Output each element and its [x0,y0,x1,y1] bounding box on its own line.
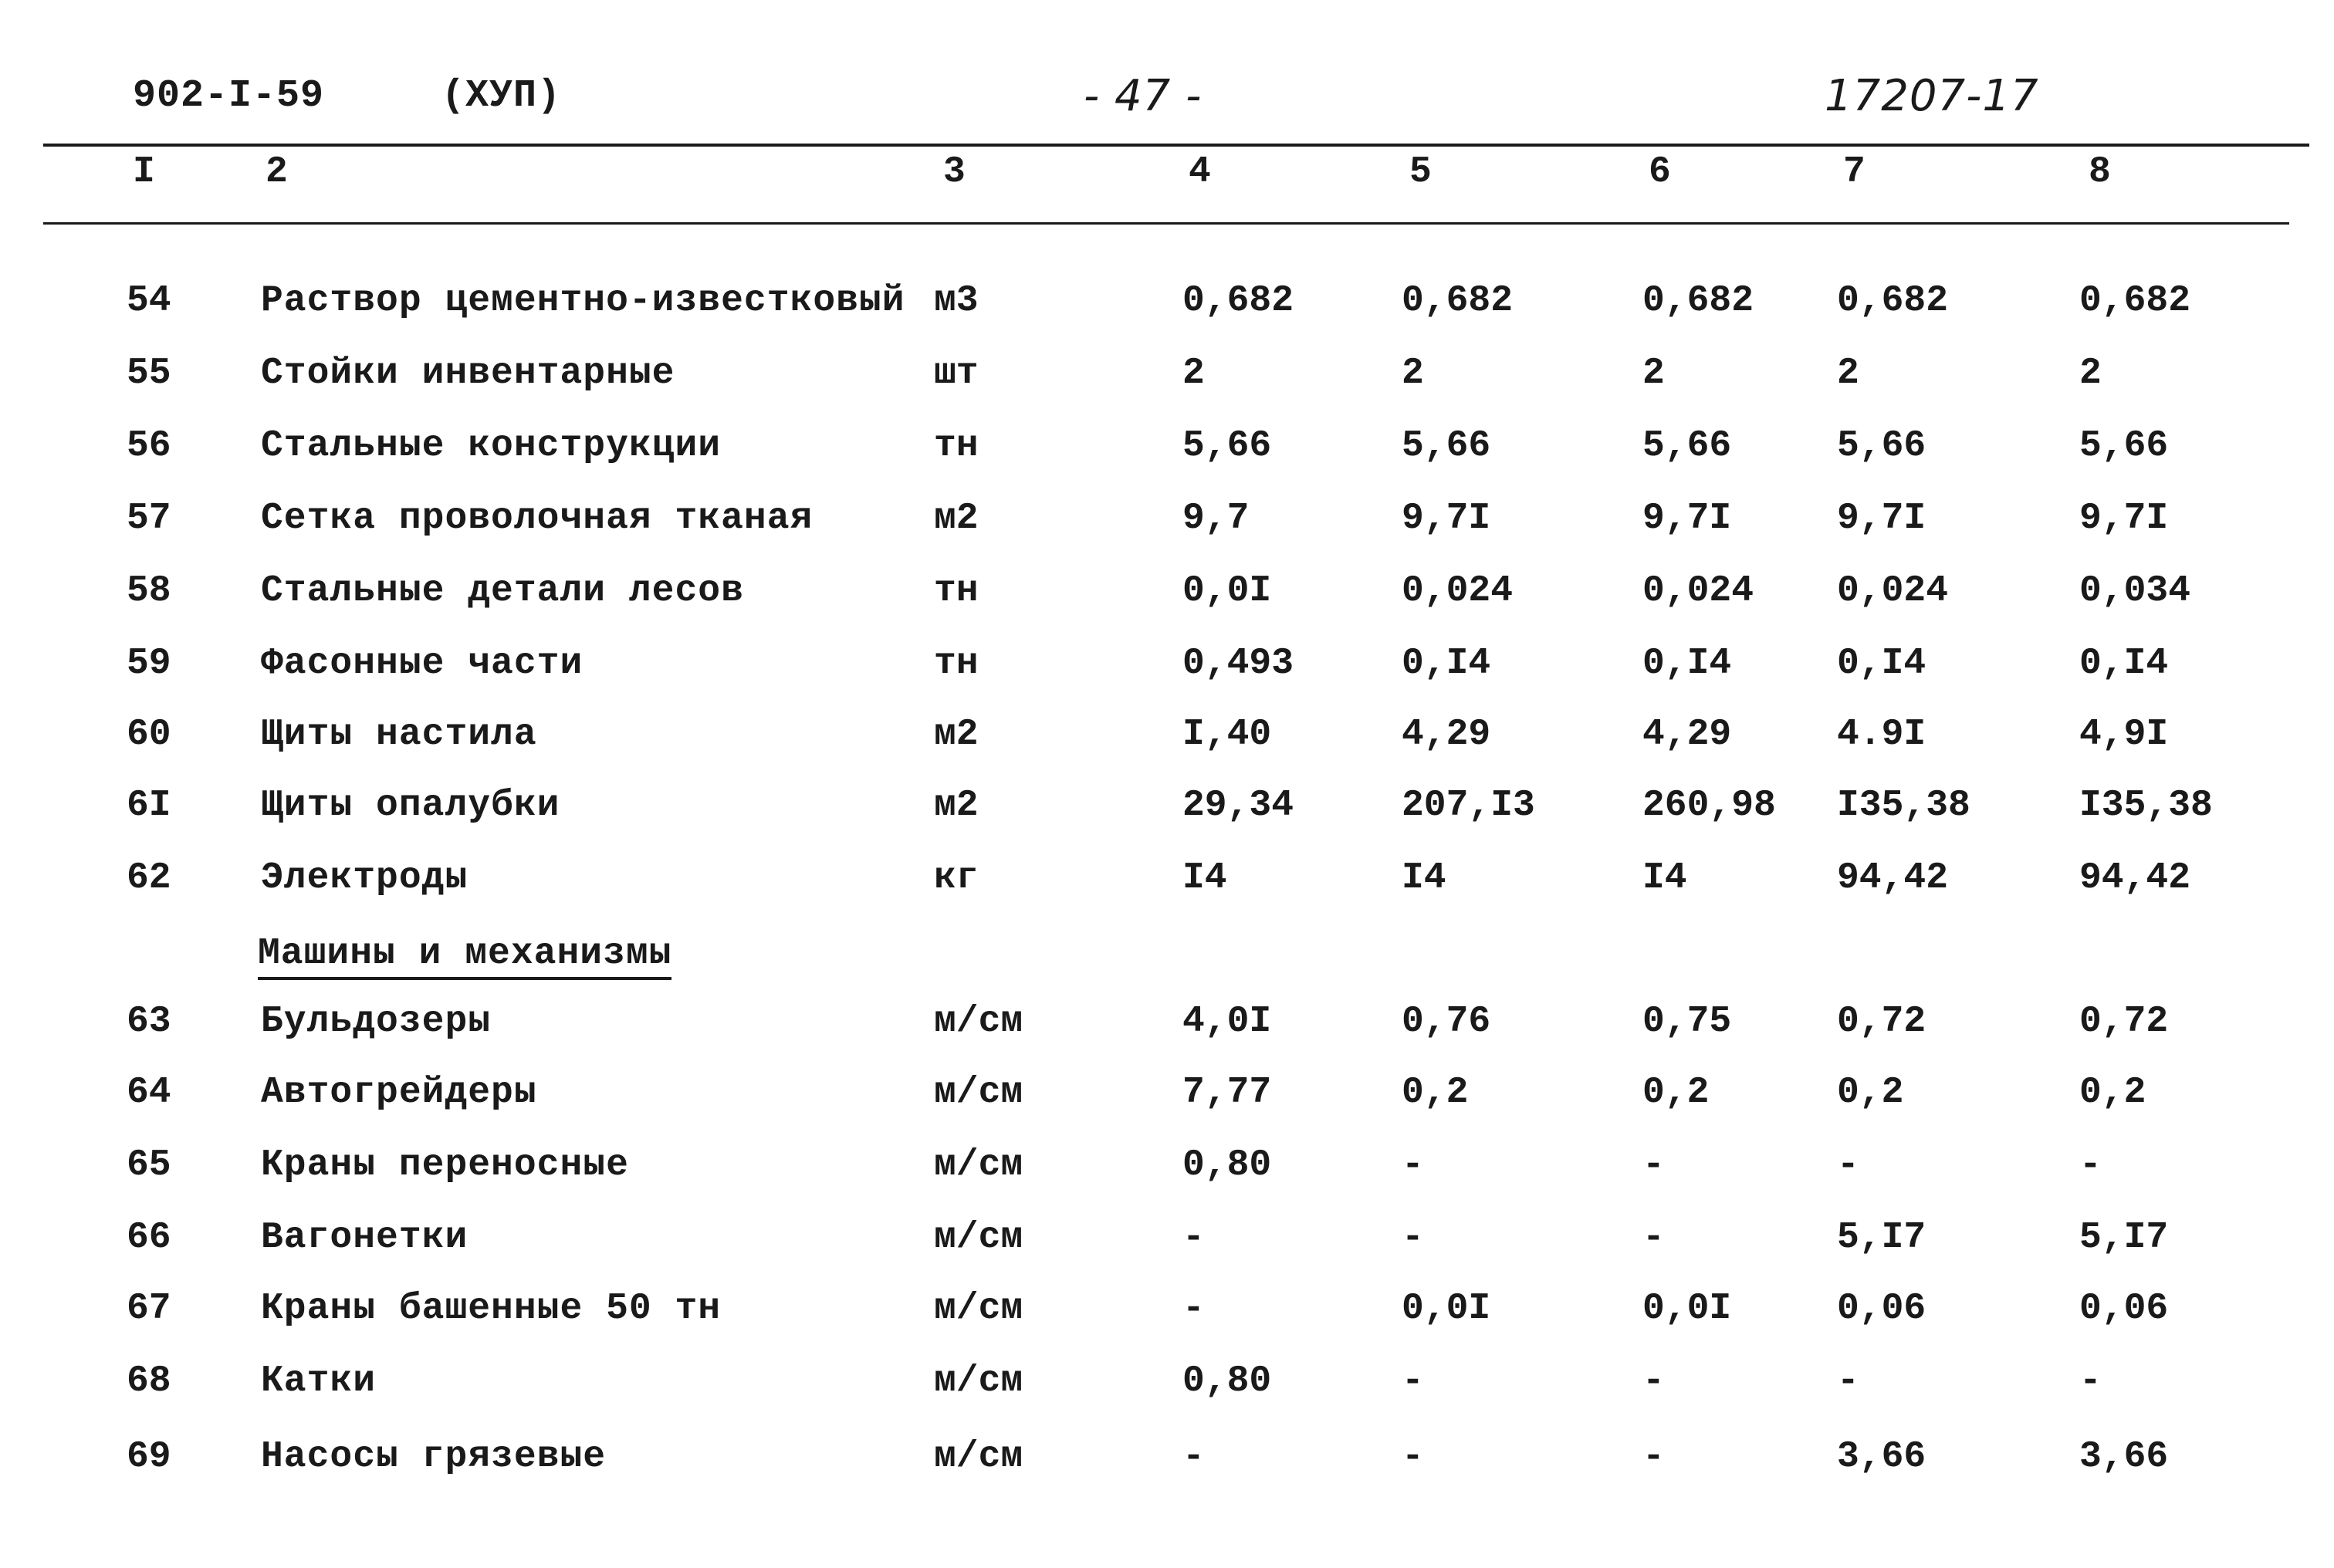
page-number: - 47 - [1084,71,1203,121]
row-value-5: 5,66 [1402,425,1491,467]
row-value-4: I,40 [1182,714,1272,755]
row-value-4: - [1182,1436,1205,1478]
table-row [0,1142,2334,1211]
row-value-4: 5,66 [1182,425,1272,467]
row-value-4: 7,77 [1182,1072,1272,1113]
table-row [0,1434,2334,1503]
table-row [0,1358,2334,1428]
row-value-8: 9,7I [2079,498,2169,539]
row-name: Щиты настила [261,714,537,755]
row-name: Стальные детали лесов [261,570,744,612]
row-value-4: 29,34 [1182,785,1294,826]
row-value-8: 5,66 [2079,425,2169,467]
table-row [0,568,2334,637]
row-name: Вагонетки [261,1217,468,1259]
row-unit: м/см [934,1436,1023,1478]
column-number-4: 4 [1189,151,1211,193]
row-value-8: 0,72 [2079,1001,2169,1043]
row-value-4: - [1182,1217,1205,1259]
row-name: Катки [261,1360,377,1402]
doc-code: 902-I-59 [133,74,325,118]
row-value-8: I35,38 [2079,785,2213,826]
row-value-4: 9,7 [1182,498,1250,539]
row-number: 67 [127,1288,171,1330]
row-number: 68 [127,1360,171,1402]
row-value-6: 0,75 [1642,1001,1732,1043]
row-value-6: - [1642,1144,1665,1186]
row-name: Раствор цементно-известковый [261,280,905,322]
row-value-6: 0,I4 [1642,643,1732,684]
row-value-8: 0,682 [2079,280,2191,322]
row-value-7: 0,I4 [1837,643,1926,684]
header-rule-top [43,144,2309,147]
row-value-8: 5,I7 [2079,1217,2169,1259]
row-unit: м3 [934,280,979,322]
column-number-3: 3 [943,151,966,193]
row-value-7: - [1837,1144,1859,1186]
table-row [0,1215,2334,1284]
row-name: Щиты опалубки [261,785,560,826]
row-unit: м/см [934,1360,1023,1402]
table-row [0,1070,2334,1139]
row-name: Фасонные части [261,643,584,684]
row-unit: шт [934,353,979,394]
table-row [0,423,2334,492]
row-value-5: 0,I4 [1402,643,1491,684]
row-number: 58 [127,570,171,612]
row-value-4: - [1182,1288,1205,1330]
row-value-5: 9,7I [1402,498,1491,539]
row-value-8: 3,66 [2079,1436,2169,1478]
row-value-5: I4 [1402,857,1446,899]
section-title-machines: Машины и механизмы [258,932,671,980]
row-number: 56 [127,425,171,467]
row-number: 62 [127,857,171,899]
row-number: 66 [127,1217,171,1259]
table-row [0,999,2334,1068]
row-name: Стальные конструкции [261,425,722,467]
row-value-5: 0,2 [1402,1072,1469,1113]
row-value-7: 2 [1837,353,1859,394]
row-name: Стойки инвентарные [261,353,675,394]
row-value-6: - [1642,1436,1665,1478]
row-value-7: 0,024 [1837,570,1949,612]
row-number: 57 [127,498,171,539]
row-number: 54 [127,280,171,322]
row-value-6: I4 [1642,857,1687,899]
row-value-8: 2 [2079,353,2102,394]
row-unit: м2 [934,498,979,539]
column-number-1: I [133,151,155,193]
row-value-7: 5,I7 [1837,1217,1926,1259]
row-value-7: 5,66 [1837,425,1926,467]
row-value-5: 4,29 [1402,714,1491,755]
row-unit: м/см [934,1217,1023,1259]
row-value-5: 207,I3 [1402,785,1535,826]
row-value-7: 0,682 [1837,280,1949,322]
row-value-7: 0,06 [1837,1288,1926,1330]
row-value-6: 5,66 [1642,425,1732,467]
row-value-5: 0,0I [1402,1288,1491,1330]
row-value-8: - [2079,1360,2102,1402]
row-value-8: 0,06 [2079,1288,2169,1330]
row-value-4: 0,80 [1182,1144,1272,1186]
row-unit: м/см [934,1072,1023,1113]
row-unit: кг [934,857,979,899]
column-number-5: 5 [1409,151,1432,193]
row-number: 6I [127,785,171,826]
album-number: (ХУП) [441,74,562,118]
row-value-6: 260,98 [1642,785,1776,826]
row-value-4: 0,493 [1182,643,1294,684]
row-unit: м/см [934,1288,1023,1330]
row-value-6: 0,2 [1642,1072,1710,1113]
row-value-6: 9,7I [1642,498,1732,539]
row-value-6: 0,682 [1642,280,1754,322]
row-value-7: 3,66 [1837,1436,1926,1478]
column-number-2: 2 [266,151,288,193]
row-value-5: 0,76 [1402,1001,1491,1043]
row-value-5: 0,682 [1402,280,1514,322]
row-name: Краны переносные [261,1144,629,1186]
row-name: Электроды [261,857,468,899]
header-rule-bottom [43,222,2289,225]
row-value-5: - [1402,1144,1424,1186]
row-unit: м/см [934,1144,1023,1186]
row-value-4: 0,0I [1182,570,1272,612]
column-number-8: 8 [2089,151,2111,193]
table-row [0,640,2334,710]
row-number: 63 [127,1001,171,1043]
table-row [0,495,2334,565]
row-value-4: I4 [1182,857,1227,899]
row-name: Краны башенные 50 тн [261,1288,722,1330]
table-row [0,278,2334,347]
table-row [0,1286,2334,1355]
row-number: 69 [127,1436,171,1478]
row-name: Автогрейдеры [261,1072,537,1113]
row-value-6: 0,024 [1642,570,1754,612]
table-row [0,350,2334,420]
row-number: 65 [127,1144,171,1186]
table-row [0,711,2334,781]
row-unit: м/см [934,1001,1023,1043]
row-value-5: 0,024 [1402,570,1514,612]
row-unit: м2 [934,714,979,755]
row-value-8: 0,034 [2079,570,2191,612]
column-number-7: 7 [1843,151,1866,193]
row-value-8: - [2079,1144,2102,1186]
row-number: 60 [127,714,171,755]
row-value-5: - [1402,1436,1424,1478]
row-name: Насосы грязевые [261,1436,607,1478]
row-value-6: - [1642,1217,1665,1259]
row-value-4: 2 [1182,353,1205,394]
row-value-6: 4,29 [1642,714,1732,755]
row-value-7: 4.9I [1837,714,1926,755]
row-value-5: - [1402,1217,1424,1259]
row-unit: тн [934,643,979,684]
row-value-7: I35,38 [1837,785,1970,826]
row-value-8: 94,42 [2079,857,2191,899]
row-value-5: - [1402,1360,1424,1402]
row-value-7: 0,72 [1837,1001,1926,1043]
row-value-6: - [1642,1360,1665,1402]
column-number-6: 6 [1649,151,1671,193]
inventory-number: 17207-17 [1825,71,2039,121]
row-number: 64 [127,1072,171,1113]
row-value-8: 4,9I [2079,714,2169,755]
row-value-7: - [1837,1360,1859,1402]
row-value-6: 2 [1642,353,1665,394]
row-unit: тн [934,570,979,612]
row-value-7: 0,2 [1837,1072,1904,1113]
row-name: Сетка проволочная тканая [261,498,814,539]
table-row [0,855,2334,924]
row-unit: м2 [934,785,979,826]
row-value-5: 2 [1402,353,1424,394]
row-value-7: 9,7I [1837,498,1926,539]
row-value-4: 4,0I [1182,1001,1272,1043]
row-value-4: 0,682 [1182,280,1294,322]
row-unit: тн [934,425,979,467]
row-value-6: 0,0I [1642,1288,1732,1330]
table-row [0,782,2334,852]
row-value-8: 0,I4 [2079,643,2169,684]
row-value-4: 0,80 [1182,1360,1272,1402]
row-number: 55 [127,353,171,394]
row-value-7: 94,42 [1837,857,1949,899]
row-number: 59 [127,643,171,684]
row-name: Бульдозеры [261,1001,492,1043]
row-value-8: 0,2 [2079,1072,2146,1113]
